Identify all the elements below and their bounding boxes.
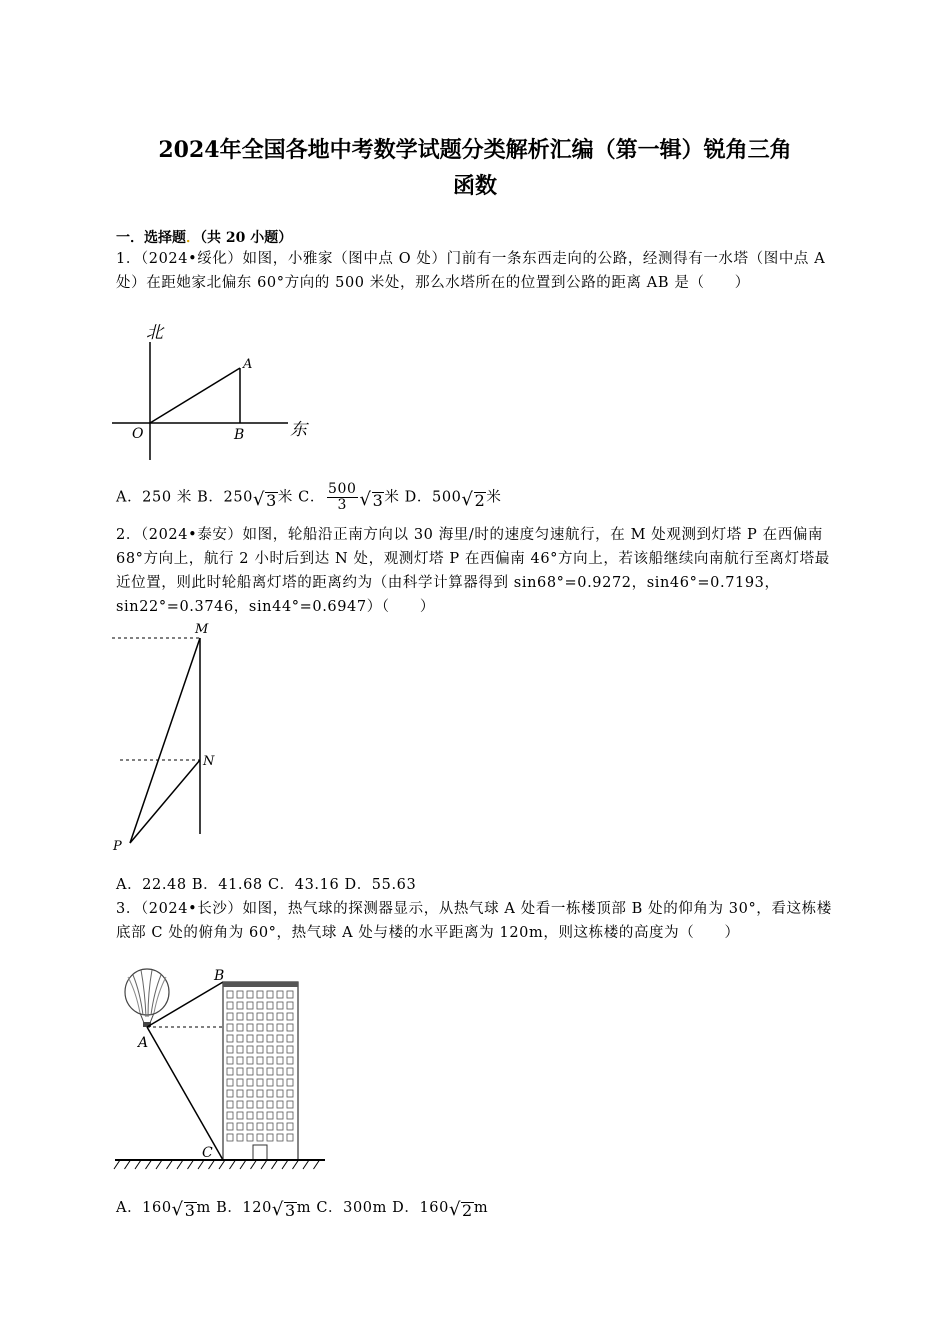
hatch-mark bbox=[240, 1160, 246, 1169]
point-C-label: C bbox=[202, 1145, 213, 1161]
hatch-mark bbox=[188, 1160, 194, 1169]
sqrt-symbol: √ 3 bbox=[253, 488, 277, 510]
sqrt-radicand: 3 bbox=[266, 490, 277, 510]
sqrt-symbol: √ 2 bbox=[448, 1199, 473, 1220]
point-M-label: M bbox=[195, 622, 209, 637]
sight-line-AB bbox=[147, 982, 223, 1027]
q1-figure bbox=[110, 320, 320, 465]
hatch-mark bbox=[209, 1160, 215, 1169]
q3-option-b: m B．120 bbox=[196, 1200, 272, 1216]
point-A-label: A bbox=[243, 357, 253, 372]
hatch-mark bbox=[156, 1160, 162, 1169]
hatch-mark bbox=[125, 1160, 131, 1169]
q3-figure bbox=[110, 967, 330, 1177]
hatch-mark bbox=[293, 1160, 299, 1169]
point-A-label: A bbox=[138, 1035, 149, 1051]
ground-hatching bbox=[114, 1160, 320, 1169]
segment-PM bbox=[130, 638, 200, 843]
q3-unit: m bbox=[473, 1200, 489, 1216]
question-3-options bbox=[116, 1196, 488, 1219]
q1-option-c: 米 C． bbox=[277, 489, 325, 506]
hatch-mark bbox=[303, 1160, 309, 1169]
fraction-denominator: 3 bbox=[337, 497, 347, 513]
title-line-2: 函数 bbox=[452, 173, 497, 199]
point-B-label: B bbox=[214, 968, 225, 984]
q2-figure bbox=[110, 618, 240, 858]
hatch-mark bbox=[261, 1160, 267, 1169]
sqrt-radicand: 2 bbox=[462, 1201, 473, 1220]
section-count: （共 20 小题） bbox=[200, 230, 293, 246]
point-O-label: O bbox=[132, 426, 144, 442]
question-1-options bbox=[116, 482, 501, 513]
section-dot: ． bbox=[186, 230, 200, 246]
hatch-mark bbox=[135, 1160, 141, 1169]
page-title bbox=[100, 132, 850, 204]
point-P-label: P bbox=[113, 839, 122, 854]
hatch-mark bbox=[251, 1160, 257, 1169]
sqrt-symbol: √ 2 bbox=[461, 488, 486, 510]
north-label: 北 bbox=[146, 323, 163, 343]
hatch-mark bbox=[114, 1160, 120, 1169]
sqrt-symbol: √ 3 bbox=[271, 1199, 296, 1220]
east-label: 东 bbox=[290, 420, 307, 440]
q1-option-a: A．250 米 B．250 bbox=[116, 489, 253, 506]
question-3-text: 3．（2024•长沙）如图，热气球的探测器显示，从热气球 A 处看一栋楼顶部 B 处的仰角为 30°，看这栋楼底部 C 处的俯角为 60°，热气球 A 处与楼的水平距离为 120m，则这栋楼的高度为（ ） bbox=[116, 901, 832, 941]
sqrt-radicand: 2 bbox=[474, 490, 486, 510]
title-line-1: 2024年全国各地中考数学试题分类解析汇编（第一辑）锐角三角 bbox=[158, 137, 792, 163]
hatch-mark bbox=[314, 1160, 320, 1169]
q3-option-cd: m C．300m D．160 bbox=[296, 1200, 449, 1216]
hatch-mark bbox=[230, 1160, 236, 1169]
question-2-text: 2．（2024•泰安）如图，轮船沿正南方向以 30 海里/时的速度匀速航行，在 M 处观测到灯塔 P 在西偏南 68°方向上，航行 2 小时后到达 N 处，观测灯塔 P 在西偏南 46°方向上，若该船继续向南航行至离灯塔最近位置，则此时轮船离灯塔的距离约为（由科学计算器得到 sin68°=0.9272，sin46°=0.7193，sin22°=0.3746，sin44°=0.6947）（ ） bbox=[116, 527, 830, 615]
building bbox=[223, 982, 298, 1160]
section-label: 一．选择题 bbox=[116, 230, 186, 246]
hatch-mark bbox=[282, 1160, 288, 1169]
sqrt-radicand: 3 bbox=[184, 1201, 196, 1220]
hatch-mark bbox=[167, 1160, 173, 1169]
fraction bbox=[327, 482, 358, 513]
q3-option-a: A．160 bbox=[116, 1200, 172, 1216]
hatch-mark bbox=[219, 1160, 225, 1169]
q1-option-d: 米 D．500 bbox=[384, 489, 462, 506]
question-2-options: A．22.48 B．41.68 C．43.16 D．55.63 bbox=[116, 877, 417, 893]
segment-OA bbox=[150, 368, 240, 423]
point-B-label: B bbox=[234, 427, 245, 443]
hatch-mark bbox=[146, 1160, 152, 1169]
sqrt-symbol: √ 3 bbox=[171, 1199, 196, 1220]
hatch-mark bbox=[177, 1160, 183, 1169]
sight-line-AC bbox=[147, 1027, 223, 1160]
hatch-mark bbox=[198, 1160, 204, 1169]
q1-unit: 米 bbox=[486, 489, 502, 506]
section-heading bbox=[116, 227, 292, 247]
sqrt-radicand: 3 bbox=[372, 490, 384, 510]
point-N-label: N bbox=[203, 754, 215, 769]
segment-PN bbox=[130, 760, 200, 843]
sqrt-radicand: 3 bbox=[284, 1201, 296, 1220]
question-1-text: 1．（2024•绥化）如图，小雅家（图中点 O 处）门前有一条东西走向的公路，经测得有一水塔（图中点 A 处）在距她家北偏东 60°方向的 500 米处，那么水塔所在的位置到公路的距离 AB 是（ ） bbox=[116, 251, 826, 291]
hatch-mark bbox=[272, 1160, 278, 1169]
fraction-numerator: 500 bbox=[327, 481, 357, 497]
sqrt-symbol: √ 3 bbox=[359, 488, 384, 510]
